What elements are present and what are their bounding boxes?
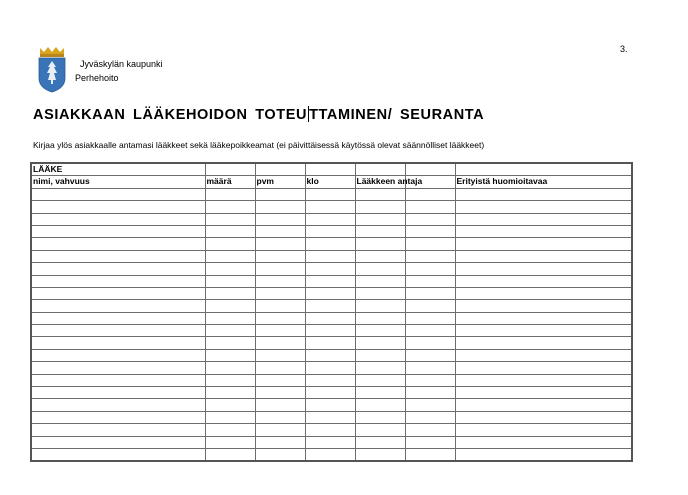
table-cell[interactable] <box>455 225 632 237</box>
table-cell[interactable] <box>305 387 355 399</box>
table-cell[interactable] <box>255 300 305 312</box>
table-cell[interactable] <box>455 263 632 275</box>
table-cell[interactable] <box>355 225 405 237</box>
table-cell[interactable] <box>455 411 632 423</box>
table-cell[interactable] <box>205 387 255 399</box>
table-cell[interactable] <box>405 312 455 324</box>
column-header-date: pvm <box>255 176 305 188</box>
table-cell[interactable] <box>405 250 455 262</box>
table-cell[interactable] <box>405 213 455 225</box>
table-cell[interactable] <box>31 325 205 337</box>
table-cell[interactable] <box>305 163 355 176</box>
table-cell[interactable] <box>31 424 205 436</box>
table-cell[interactable] <box>205 399 255 411</box>
table-cell[interactable] <box>455 213 632 225</box>
table-cell[interactable] <box>205 225 255 237</box>
table-cell[interactable] <box>405 188 455 200</box>
table-cell[interactable] <box>305 349 355 361</box>
table-cell[interactable] <box>31 287 205 299</box>
document-title-part-1: ASIAKKAAN LÄÄKEHOIDON TOTEU <box>33 107 308 123</box>
table-cell[interactable] <box>31 411 205 423</box>
table-cell[interactable] <box>31 337 205 349</box>
table-cell[interactable] <box>31 213 205 225</box>
table-cell[interactable] <box>355 188 405 200</box>
table-cell[interactable] <box>405 325 455 337</box>
table-cell[interactable] <box>455 201 632 213</box>
table-cell[interactable] <box>355 399 405 411</box>
table-cell[interactable] <box>205 325 255 337</box>
table-cell[interactable] <box>405 263 455 275</box>
table-cell[interactable] <box>355 275 405 287</box>
table-row <box>31 188 632 200</box>
table-cell[interactable] <box>205 312 255 324</box>
table-cell[interactable] <box>255 287 305 299</box>
table-cell[interactable] <box>305 188 355 200</box>
table-row <box>31 287 632 299</box>
table-row <box>31 337 632 349</box>
table-cell[interactable] <box>31 275 205 287</box>
table-cell[interactable] <box>405 300 455 312</box>
document-title <box>33 106 484 123</box>
page-number: 3. <box>620 44 628 54</box>
organization-name: Jyväskylän kaupunki <box>80 59 163 69</box>
table-cell[interactable] <box>305 325 355 337</box>
table-cell[interactable] <box>31 201 205 213</box>
table-cell[interactable] <box>305 300 355 312</box>
table-cell[interactable] <box>405 399 455 411</box>
table-row <box>31 201 632 213</box>
table-cell[interactable] <box>455 387 632 399</box>
table-row <box>31 275 632 287</box>
column-header-time: klo <box>305 176 355 188</box>
table-cell[interactable] <box>405 411 455 423</box>
table-cell[interactable] <box>305 448 355 461</box>
table-cell[interactable] <box>31 387 205 399</box>
table-row <box>31 349 632 361</box>
table-cell[interactable] <box>455 312 632 324</box>
table-row <box>31 424 632 436</box>
table-cell[interactable] <box>255 399 305 411</box>
table-cell[interactable] <box>455 163 632 176</box>
table-cell[interactable] <box>31 300 205 312</box>
table-row <box>31 448 632 461</box>
table-cell[interactable] <box>205 201 255 213</box>
table-row <box>31 325 632 337</box>
table-row <box>31 436 632 448</box>
table-cell[interactable] <box>405 225 455 237</box>
table-cell[interactable] <box>305 238 355 250</box>
table-cell[interactable] <box>305 436 355 448</box>
table-cell[interactable] <box>305 424 355 436</box>
table-cell[interactable] <box>205 300 255 312</box>
table-cell[interactable] <box>205 250 255 262</box>
table-cell[interactable] <box>205 374 255 386</box>
table-row <box>31 411 632 423</box>
table-cell[interactable] <box>255 337 305 349</box>
table-cell[interactable] <box>355 238 405 250</box>
table-row <box>31 374 632 386</box>
table-cell[interactable] <box>455 448 632 461</box>
table-cell[interactable] <box>305 213 355 225</box>
table-cell[interactable] <box>255 411 305 423</box>
table-cell[interactable] <box>355 411 405 423</box>
column-header-notes: Erityistä huomioitavaa <box>455 176 632 188</box>
table-cell[interactable] <box>255 362 305 374</box>
table-cell[interactable] <box>355 387 405 399</box>
table-cell[interactable] <box>205 213 255 225</box>
table-cell[interactable] <box>405 275 455 287</box>
table-cell[interactable] <box>305 263 355 275</box>
table-cell[interactable] <box>205 238 255 250</box>
document-title-part-2: TTAMINEN/ SEURANTA <box>309 107 485 123</box>
table-cell[interactable] <box>255 448 305 461</box>
table-cell[interactable] <box>355 263 405 275</box>
table-row <box>31 300 632 312</box>
table-cell[interactable] <box>405 287 455 299</box>
table-cell[interactable] <box>205 337 255 349</box>
table-cell[interactable] <box>31 250 205 262</box>
table-column-header-row <box>31 176 632 188</box>
table-cell[interactable] <box>255 275 305 287</box>
table-cell[interactable] <box>305 362 355 374</box>
table-row <box>31 225 632 237</box>
table-cell[interactable] <box>405 238 455 250</box>
table-cell[interactable] <box>31 362 205 374</box>
table-cell[interactable] <box>455 374 632 386</box>
table-cell[interactable] <box>255 188 305 200</box>
table-cell[interactable] <box>31 399 205 411</box>
table-cell[interactable] <box>455 300 632 312</box>
table-cell[interactable] <box>255 250 305 262</box>
city-coat-of-arms-icon <box>35 45 69 93</box>
table-cell[interactable] <box>205 411 255 423</box>
table-cell[interactable] <box>31 448 205 461</box>
table-cell[interactable] <box>355 424 405 436</box>
table-cell[interactable] <box>255 163 305 176</box>
table-cell[interactable] <box>455 337 632 349</box>
table-cell[interactable] <box>405 424 455 436</box>
table-cell[interactable] <box>355 337 405 349</box>
table-cell[interactable] <box>455 238 632 250</box>
table-cell[interactable] <box>255 349 305 361</box>
table-cell[interactable] <box>355 436 405 448</box>
table-cell[interactable] <box>455 188 632 200</box>
table-cell[interactable] <box>405 436 455 448</box>
table-cell[interactable] <box>405 337 455 349</box>
table-cell[interactable] <box>305 411 355 423</box>
table-cell[interactable] <box>31 349 205 361</box>
table-cell[interactable] <box>455 424 632 436</box>
column-header-administrator: Lääkkeen antaja <box>356 176 423 187</box>
table-cell[interactable] <box>305 225 355 237</box>
table-cell[interactable] <box>31 225 205 237</box>
table-cell[interactable] <box>405 387 455 399</box>
table-cell[interactable] <box>205 275 255 287</box>
table-cell[interactable] <box>305 399 355 411</box>
table-cell[interactable] <box>255 424 305 436</box>
table-cell[interactable] <box>205 349 255 361</box>
medication-table <box>30 162 633 462</box>
instruction-text: Kirjaa ylös asiakkaalle antamasi lääkkeet sekä lääkepoikkeamat (ei päivittäisessä käytössä olevat säännölliset lääkkeet) <box>33 140 485 150</box>
table-cell[interactable] <box>455 399 632 411</box>
table-cell[interactable] <box>31 312 205 324</box>
table-cell[interactable] <box>355 312 405 324</box>
table-cell[interactable] <box>255 374 305 386</box>
table-cell[interactable] <box>31 263 205 275</box>
table-cell[interactable] <box>205 448 255 461</box>
table-cell[interactable] <box>31 436 205 448</box>
table-cell[interactable] <box>255 201 305 213</box>
table-cell[interactable] <box>355 163 405 176</box>
table-row <box>31 238 632 250</box>
table-cell[interactable] <box>355 300 405 312</box>
table-row <box>31 250 632 262</box>
table-cell[interactable] <box>305 312 355 324</box>
group-header-cell: LÄÄKE <box>31 163 205 176</box>
table-row <box>31 263 632 275</box>
table-cell[interactable] <box>405 448 455 461</box>
table-cell[interactable] <box>305 275 355 287</box>
table-cell[interactable] <box>305 250 355 262</box>
table-cell[interactable] <box>355 213 405 225</box>
table-cell[interactable] <box>205 424 255 436</box>
table-cell[interactable] <box>205 287 255 299</box>
table-cell[interactable] <box>31 188 205 200</box>
table-cell[interactable] <box>255 436 305 448</box>
table-cell[interactable] <box>255 213 305 225</box>
table-cell[interactable] <box>405 374 455 386</box>
column-header-name: nimi, vahvuus <box>31 176 205 188</box>
table-cell[interactable] <box>405 201 455 213</box>
table-cell[interactable] <box>255 263 305 275</box>
table-cell[interactable] <box>355 374 405 386</box>
table-group-header-row <box>31 163 632 176</box>
table-cell[interactable] <box>455 362 632 374</box>
table-cell[interactable] <box>455 325 632 337</box>
table-cell[interactable] <box>455 349 632 361</box>
table-cell[interactable] <box>455 250 632 262</box>
table-cell[interactable] <box>305 374 355 386</box>
table-cell[interactable] <box>205 188 255 200</box>
table-row <box>31 362 632 374</box>
table-cell[interactable] <box>355 325 405 337</box>
organization-unit: Perhehoito <box>75 73 119 83</box>
table-row <box>31 213 632 225</box>
table-cell[interactable] <box>455 436 632 448</box>
table-cell[interactable] <box>255 387 305 399</box>
table-cell[interactable] <box>255 325 305 337</box>
table-cell[interactable] <box>255 312 305 324</box>
table-row <box>31 387 632 399</box>
table-cell[interactable] <box>31 374 205 386</box>
table-cell[interactable] <box>205 362 255 374</box>
table-cell[interactable] <box>255 238 305 250</box>
table-cell[interactable] <box>305 201 355 213</box>
table-cell[interactable] <box>305 287 355 299</box>
table-cell[interactable] <box>255 225 305 237</box>
table-cell[interactable] <box>355 287 405 299</box>
table-cell[interactable] <box>405 362 455 374</box>
column-header-amount: määrä <box>205 176 255 188</box>
table-cell[interactable] <box>355 250 405 262</box>
table-row <box>31 399 632 411</box>
table-cell[interactable] <box>205 263 255 275</box>
table-cell[interactable] <box>405 163 455 176</box>
table-cell[interactable] <box>355 349 405 361</box>
table-cell[interactable] <box>205 436 255 448</box>
table-cell[interactable] <box>405 349 455 361</box>
table-cell[interactable] <box>455 275 632 287</box>
table-cell[interactable] <box>355 362 405 374</box>
table-cell[interactable] <box>205 163 255 176</box>
table-cell[interactable] <box>305 337 355 349</box>
table-cell[interactable] <box>355 201 405 213</box>
table-row <box>31 312 632 324</box>
table-cell[interactable] <box>31 238 205 250</box>
table-cell[interactable] <box>455 287 632 299</box>
table-cell[interactable] <box>355 448 405 461</box>
